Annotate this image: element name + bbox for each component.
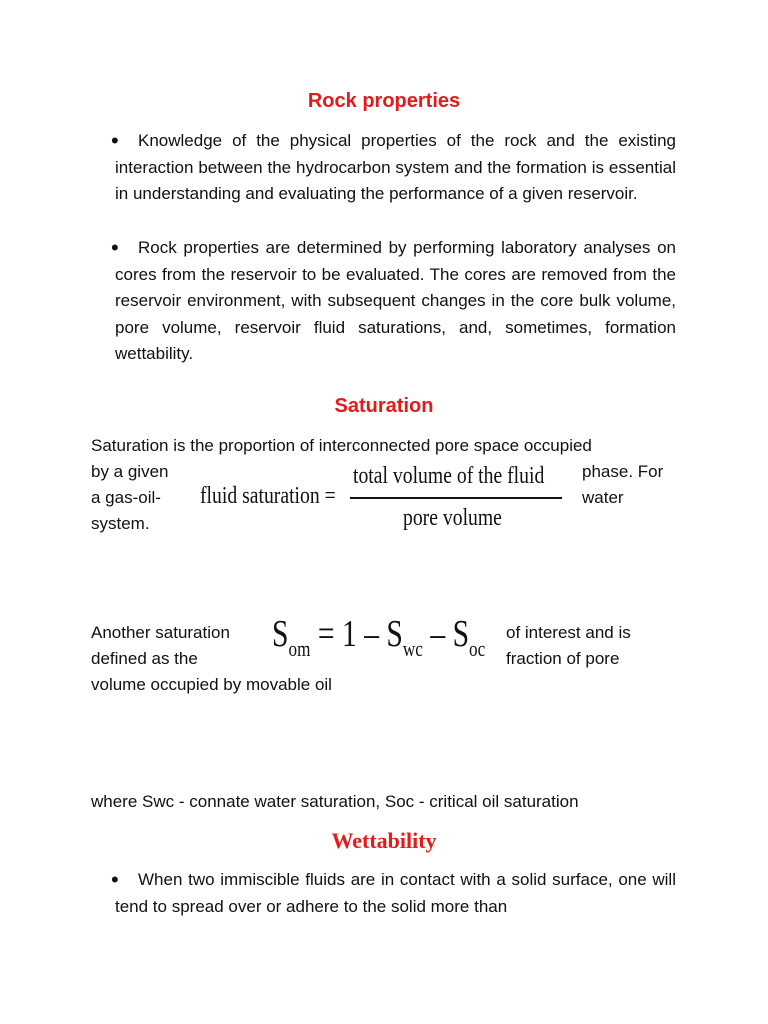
symbol-s: S [386,613,403,655]
saturation-left-line-2: a gas-oil- [91,488,161,507]
movable-oil-formula [272,612,502,672]
symbol-s: S [452,613,470,655]
heading-wettability: Wettability [331,828,437,853]
another-left-line-2: defined as the [91,649,198,668]
bullet-dot: • [111,235,119,260]
saturation-left-line-1: by a given [91,462,169,481]
saturation-left-line-3: system. [91,514,150,533]
bullet-text: When two immiscible fluids are in contact with a solid surface, one will tend to spread over or adhere to the solid more than [115,870,676,916]
where-line: where Swc - connate water saturation, Soc - critical oil saturation [91,792,579,811]
subscript-om: om [288,636,311,661]
bullet-text: Rock properties are determined by performing laboratory analyses on cores from the reservoir to be evaluated. The cores are removed from the reservoir environment, with subsequent changes in the core bulk volume, pore volume, reservoir fluid saturations, and, sometimes, formation wettability. [115,238,676,364]
fraction-bar [350,497,562,499]
heading-rock-properties: Rock properties [307,90,461,112]
another-last-line: volume occupied by movable oil [91,675,332,694]
fluid-saturation-formula [200,463,570,543]
another-right-line-1: of interest and is [506,623,631,642]
subscript-oc: oc [469,636,486,661]
formula-lhs: fluid saturation = [200,483,336,509]
bullet-text: Knowledge of the physical properties of the rock and the existing interaction between the hydrocarbon system and the formation is essential in understanding and evaluating the performance of a given reservoir. [115,131,676,204]
bullet-item [111,235,676,368]
formula-denominator: pore volume [403,505,502,531]
som-expression [272,612,485,662]
bullet-item [111,128,676,208]
saturation-right-line-2: water [582,488,624,507]
minus-sign: – [422,613,453,655]
another-right-line-2: fraction of pore [506,649,620,668]
equals-one-minus: = 1 – [310,613,387,655]
bullet-dot: • [111,128,119,153]
heading-saturation: Saturation [334,395,434,417]
saturation-definition-line: Saturation is the proportion of interconnected pore space occupied [91,436,592,455]
another-left-line-1: Another saturation [91,623,230,642]
saturation-right-line-1: phase. For [582,462,664,481]
symbol-s: S [272,613,289,655]
bullet-item [111,867,676,920]
bullet-dot: • [111,867,119,892]
formula-numerator: total volume of the fluid [353,463,545,489]
subscript-wc: wc [402,636,423,661]
